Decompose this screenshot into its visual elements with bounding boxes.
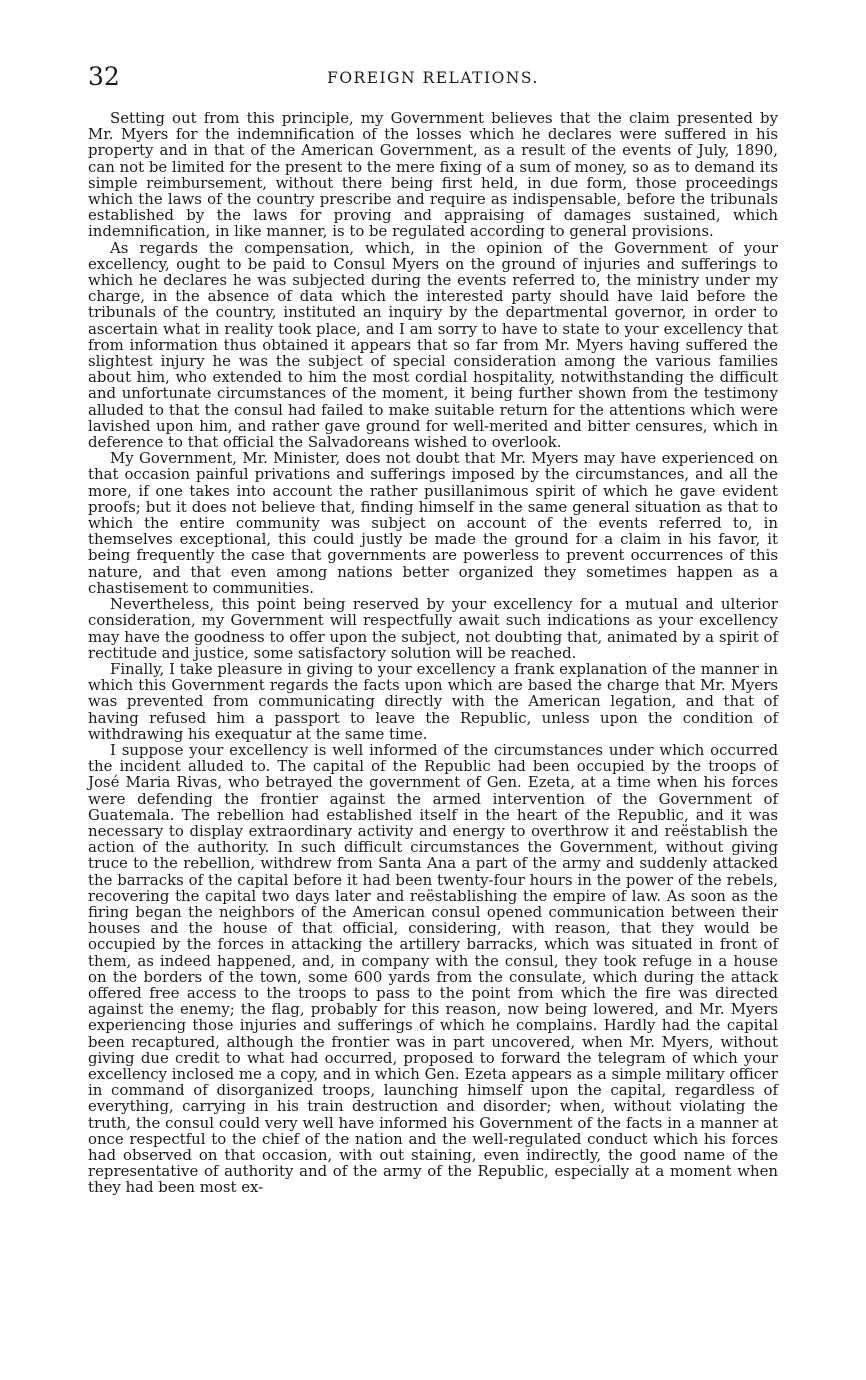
body-text xyxy=(88,110,778,1196)
running-title: FOREIGN RELATIONS. xyxy=(327,69,539,87)
paragraph: As regards the compensation, which, in the opinion of the Government of your excellency, ought to be paid to Consul Myers on the ground of injuries and sufferings to which he declares he was subjected during the events referred to, the ministry under my charge, in the absence of data which the interested party should have laid before the tribunals of the country, instituted an inquiry by the departmental governor, in order to ascertain what in reality took place, and I am sorry to have to state to your excellency that from information thus obtained it appears that so far from Mr. Myers having suffered the slightest injury he was the subject of special consideration among the various families about him, who extended to him the most cordial hospitality, notwithstanding the difficult and unfortunate circumstances of the moment, it being further shown from the testimony alluded to that the consul had failed to make suitable return for the attentions which were lavished upon him, and rather gave ground for well-merited and bitter censures, which in deference to that official the Salvadoreans wished to overlook. xyxy=(88,238,778,452)
page-number: 32 xyxy=(88,62,120,91)
paragraph: Finally, I take pleasure in giving to your excellency a frank explanation of the manner in which this Government regards the facts upon which are based the charge that Mr. Myers was prevented from communicating directly with the American legation, and that of having refused him a passport to leave the Republic, unless upon the condition of withdrawing his exequatur at the same time. xyxy=(88,659,778,743)
page-header xyxy=(88,62,778,92)
paragraph: I suppose your excellency is well informed of the circumstances under which occurred the incident alluded to. The capital of the Republic had been occupied by the troops of José Maria Rivas, who betrayed the government of Gen. Ezeta, at a time when his forces were defending the frontier against the armed intervention of the Government of Guatemala. The rebellion had established itself in the heart of the Republic, and it was necessary to display extraordinary activity and energy to overthrow it and reëstablish the action of the authority. In such difficult circumstances the Government, without giving truce to the rebellion, withdrew from Santa Ana a part of the army and suddenly attacked the barracks of the capital before it had been twenty-four hours in the power of the rebels, recovering the capital two days later and reëstablishing the empire of law. As soon as the firing began the neighbors of the American consul opened communication between their houses and the house of that official, considering, with reason, that they would be occupied by the forces in attacking the artillery barracks, which was situated in front of them, as indeed happened, and, in company with the consul, they took refuge in a house on the borders of the town, some 600 yards from the consulate, which during the attack offered free access to the troops to pass to the point from which the fire was directed against the enemy; the flag, probably for this reason, now being lowered, and Mr. Myers experiencing those injuries and sufferings of which he complains. Hardly had the capital been recaptured, although the frontier was in part uncovered, when Mr. Myers, without giving due credit to what had occurred, proposed to forward the telegram of which your excellency inclosed me a copy, and in which Gen. Ezeta appears as a simple military officer in command of disorganized troops, launching himself upon the capital, regardless of everything, carrying in his train destruction and disorder; when, without violating the truth, the consul could very well have informed his Government of the facts in a manner at once respectful to the chief of the nation and the well-regulated conduct which his forces had observed on that occasion, with out staining, even indirectly, the good name of the representative of authority and of the army of the Republic, especially at a moment when they had been most ex- xyxy=(88,740,778,1197)
paragraph: My Government, Mr. Minister, does not doubt that Mr. Myers may have experienced on that occasion painful privations and sufferings imposed by the circumstances, and all the more, if one takes into account the rather pusillanimous spirit of which he gave evident proofs; but it does not believe that, finding himself in the same general situation as that to which the entire community was subject on account of the events referred to, in themselves exceptional, this could justly be made the ground for a claim in his favor, it being frequently the case that governments are powerless to prevent occurrences of this nature, and that even among nations better organized they sometimes happen as a chastisement to communities. xyxy=(88,449,778,597)
paragraph: Nevertheless, this point being reserved by your excellency for a mutual and ulterior consideration, my Government will respectfully await such indications as your excellency may have the goodness to offer upon the subject, not doubting that, animated by a spirit of rectitude and justice, some satisfactory solution will be reached. xyxy=(88,595,778,662)
paragraph: Setting out from this principle, my Government believes that the claim presented by Mr. Myers for the indemnification of the losses which he declares were suffered in his property and in that of the American Government, as a result of the events of July, 1890, can not be limited for the present to the mere fixing of a sum of money, so as to demand its simple reimbursement, without there being first held, in due form, those proceedings which the laws of the country prescribe and require as indispensable, before the tribunals established by the laws for proving and appraising of damages sustained, which indemnification, in like manner, is to be regulated according to general provisions. xyxy=(88,109,778,241)
